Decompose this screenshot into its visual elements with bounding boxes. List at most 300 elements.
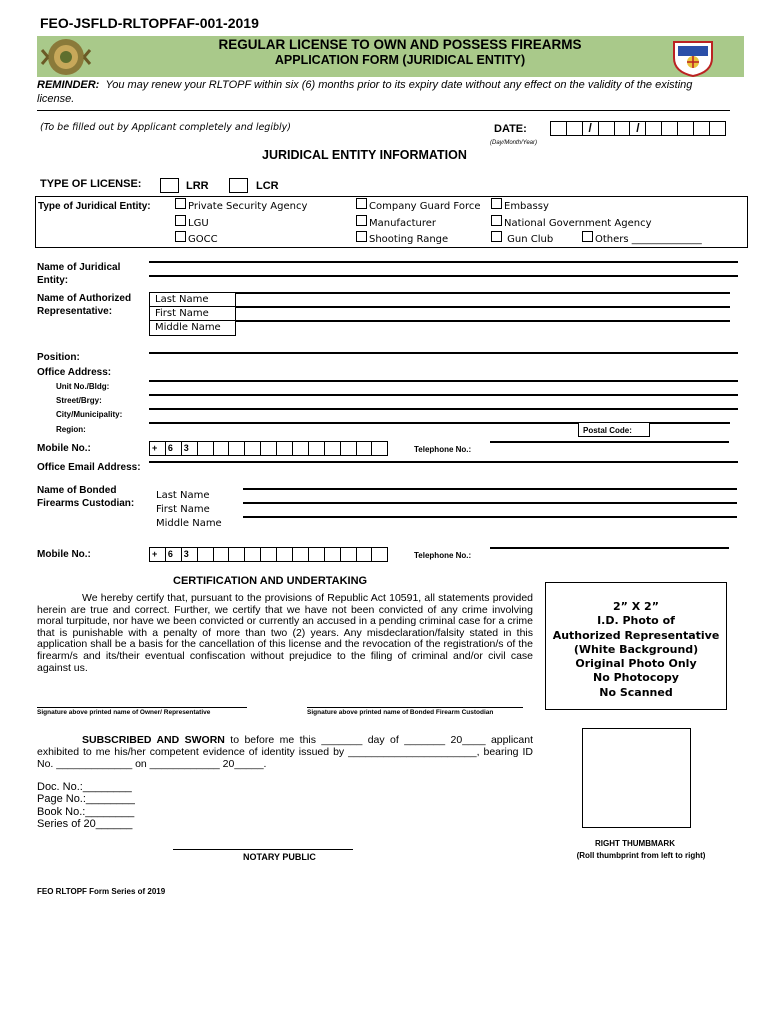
grid-cell[interactable]: [484, 261, 500, 263]
grid-cell[interactable]: [531, 394, 547, 396]
grid-cell[interactable]: [452, 422, 468, 424]
grid-cell[interactable]: [371, 488, 387, 490]
grid-cell[interactable]: [643, 394, 659, 396]
grid-cell[interactable]: [531, 408, 547, 410]
lgu-checkbox[interactable]: [175, 215, 186, 226]
auth-rep-first-name-grid[interactable]: [236, 306, 730, 308]
grid-cell[interactable]: [166, 352, 182, 354]
grid-cell[interactable]: [563, 422, 579, 424]
grid-cell[interactable]: [229, 275, 245, 277]
grid-cell[interactable]: [198, 461, 214, 463]
grid-cell[interactable]: [261, 547, 277, 562]
grid-cell[interactable]: [261, 461, 277, 463]
grid-cell[interactable]: [341, 380, 357, 382]
grid-cell[interactable]: [182, 394, 198, 396]
grid-cell[interactable]: [595, 275, 611, 277]
grid-cell[interactable]: [229, 461, 245, 463]
grid-cell[interactable]: [690, 380, 706, 382]
grid-cell[interactable]: [722, 261, 738, 263]
grid-cell[interactable]: [627, 380, 643, 382]
grid-cell[interactable]: [627, 275, 643, 277]
grid-cell[interactable]: [595, 408, 611, 410]
grid-cell[interactable]: [412, 292, 428, 294]
grid-cell[interactable]: [651, 422, 667, 424]
grid-cell[interactable]: [555, 292, 571, 294]
grid-cell[interactable]: [388, 352, 404, 354]
gun-club-checkbox[interactable]: [491, 231, 502, 242]
grid-cell[interactable]: [595, 461, 611, 463]
postal-grid[interactable]: [650, 422, 730, 424]
grid-cell[interactable]: [666, 547, 682, 549]
grid-cell[interactable]: [253, 292, 269, 294]
grid-cell[interactable]: [339, 488, 355, 490]
grid-cell[interactable]: [451, 516, 467, 518]
grid-cell[interactable]: [659, 261, 675, 263]
grid-cell[interactable]: [412, 320, 428, 322]
grid-cell[interactable]: [514, 502, 530, 504]
grid-cell[interactable]: [404, 380, 420, 382]
grid-cell[interactable]: [182, 408, 198, 410]
grid-cell[interactable]: [475, 306, 491, 308]
grid-cell[interactable]: [277, 441, 293, 456]
grid-cell[interactable]: [500, 422, 516, 424]
grid-cell[interactable]: [475, 320, 491, 322]
grid-cell[interactable]: [547, 261, 563, 263]
grid-cell[interactable]: [507, 306, 523, 308]
grid-cell[interactable]: [182, 422, 198, 424]
grid-cell[interactable]: [229, 441, 245, 456]
custodian-last-name-grid[interactable]: [243, 488, 737, 490]
grid-cell[interactable]: [388, 394, 404, 396]
grid-cell[interactable]: [428, 292, 444, 294]
grid-cell[interactable]: [515, 380, 531, 382]
grid-cell[interactable]: [555, 547, 571, 549]
grid-cell[interactable]: [659, 394, 675, 396]
grid-cell[interactable]: [563, 261, 579, 263]
grid-cell[interactable]: [602, 306, 618, 308]
grid-cell[interactable]: [618, 292, 634, 294]
grid-cell[interactable]: [547, 275, 563, 277]
grid-cell[interactable]: [673, 488, 689, 490]
grid-cell[interactable]: [634, 547, 650, 549]
grid-cell[interactable]: [484, 461, 500, 463]
grid-cell[interactable]: [420, 408, 436, 410]
grid-cell[interactable]: [403, 502, 419, 504]
grid-cell[interactable]: [293, 380, 309, 382]
entity-name-grid-2[interactable]: [149, 275, 738, 277]
grid-cell[interactable]: [722, 352, 738, 354]
grid-cell[interactable]: [698, 441, 714, 443]
grid-cell[interactable]: [244, 516, 260, 518]
grid-cell[interactable]: [699, 422, 715, 424]
grid-cell[interactable]: [261, 380, 277, 382]
grid-cell[interactable]: [713, 547, 729, 549]
grid-cell[interactable]: [357, 547, 373, 562]
grid-cell[interactable]: [674, 380, 690, 382]
grid-cell[interactable]: [214, 352, 230, 354]
grid-cell[interactable]: [323, 488, 339, 490]
grid-cell[interactable]: [468, 275, 484, 277]
grid-cell[interactable]: [245, 394, 261, 396]
grid-cell[interactable]: [721, 502, 737, 504]
grid-cell[interactable]: [507, 320, 523, 322]
grid-cell[interactable]: [673, 502, 689, 504]
grid-cell[interactable]: [261, 352, 277, 354]
date-cell[interactable]: [694, 121, 710, 136]
grid-cell[interactable]: [325, 352, 341, 354]
thumbmark-box[interactable]: [582, 728, 691, 828]
grid-cell[interactable]: [491, 306, 507, 308]
grid-cell[interactable]: [579, 275, 595, 277]
grid-cell[interactable]: [674, 408, 690, 410]
nga-checkbox[interactable]: [491, 215, 502, 226]
grid-cell[interactable]: [277, 394, 293, 396]
grid-cell[interactable]: [546, 502, 562, 504]
grid-cell[interactable]: [641, 502, 657, 504]
grid-cell[interactable]: [627, 352, 643, 354]
grid-cell[interactable]: [682, 441, 698, 443]
grid-cell[interactable]: [666, 320, 682, 322]
grid-cell[interactable]: [578, 488, 594, 490]
grid-cell[interactable]: [531, 380, 547, 382]
grid-cell[interactable]: [229, 422, 245, 424]
grid-cell[interactable]: [627, 261, 643, 263]
grid-cell[interactable]: [339, 502, 355, 504]
grid-cell[interactable]: [498, 502, 514, 504]
grid-cell[interactable]: [372, 261, 388, 263]
grid-cell[interactable]: [341, 547, 357, 562]
grid-cell[interactable]: [468, 408, 484, 410]
grid-cell[interactable]: [451, 488, 467, 490]
grid-cell[interactable]: [641, 516, 657, 518]
grid-cell[interactable]: [698, 306, 714, 308]
grid-cell[interactable]: [546, 488, 562, 490]
grid-cell[interactable]: [237, 292, 253, 294]
grid-cell[interactable]: [277, 408, 293, 410]
grid-cell[interactable]: [348, 292, 364, 294]
grid-cell[interactable]: [514, 488, 530, 490]
grid-cell[interactable]: [229, 408, 245, 410]
grid-cell[interactable]: [309, 394, 325, 396]
email-grid[interactable]: [149, 461, 738, 463]
grid-cell[interactable]: [618, 441, 634, 443]
grid-cell[interactable]: [253, 306, 269, 308]
grid-cell[interactable]: [355, 488, 371, 490]
grid-cell[interactable]: [198, 422, 214, 424]
grid-cell[interactable]: [357, 380, 373, 382]
grid-cell[interactable]: [657, 502, 673, 504]
grid-cell[interactable]: [531, 275, 547, 277]
grid-cell[interactable]: [404, 394, 420, 396]
custodian-signature-line[interactable]: [307, 707, 523, 708]
grid-cell[interactable]: [547, 461, 563, 463]
grid-cell[interactable]: [611, 380, 627, 382]
grid-cell[interactable]: [579, 261, 595, 263]
grid-cell[interactable]: [498, 488, 514, 490]
grid-cell[interactable]: [166, 461, 182, 463]
grid-cell[interactable]: [452, 380, 468, 382]
grid-cell[interactable]: [245, 275, 261, 277]
grid-cell[interactable]: [285, 306, 301, 308]
grid-cell[interactable]: [452, 394, 468, 396]
grid-cell[interactable]: [150, 352, 166, 354]
grid-cell[interactable]: [602, 292, 618, 294]
grid-cell[interactable]: [293, 261, 309, 263]
grid-cell[interactable]: [491, 292, 507, 294]
grid-cell[interactable]: [466, 516, 482, 518]
grid-cell[interactable]: [587, 320, 603, 322]
grid-cell[interactable]: [468, 422, 484, 424]
grid-cell[interactable]: [714, 306, 730, 308]
grid-cell[interactable]: [277, 422, 293, 424]
grid-cell[interactable]: [436, 408, 452, 410]
grid-cell[interactable]: [689, 502, 705, 504]
grid-cell[interactable]: [325, 380, 341, 382]
grid-cell[interactable]: [355, 502, 371, 504]
grid-cell[interactable]: [491, 320, 507, 322]
grid-cell[interactable]: [484, 408, 500, 410]
grid-cell[interactable]: [595, 394, 611, 396]
grid-cell[interactable]: [229, 380, 245, 382]
grid-cell[interactable]: [547, 380, 563, 382]
manufacturer-checkbox[interactable]: [356, 215, 367, 226]
cgf-checkbox[interactable]: [356, 198, 367, 209]
grid-cell[interactable]: [482, 502, 498, 504]
grid-cell[interactable]: [166, 408, 182, 410]
auth-rep-middle-name-grid[interactable]: [236, 320, 730, 322]
grid-cell[interactable]: [182, 275, 198, 277]
grid-cell[interactable]: [260, 502, 276, 504]
grid-cell[interactable]: [357, 261, 373, 263]
grid-cell[interactable]: [634, 292, 650, 294]
grid-cell[interactable]: [722, 461, 738, 463]
grid-cell[interactable]: [500, 461, 516, 463]
lcr-checkbox[interactable]: [229, 178, 248, 193]
grid-cell[interactable]: [491, 547, 507, 549]
grid-cell[interactable]: [531, 422, 547, 424]
grid-cell[interactable]: [611, 275, 627, 277]
grid-cell[interactable]: [380, 292, 396, 294]
grid-cell[interactable]: [277, 261, 293, 263]
grid-cell[interactable]: [388, 461, 404, 463]
grid-cell[interactable]: [325, 461, 341, 463]
grid-cell[interactable]: [706, 352, 722, 354]
grid-cell[interactable]: [325, 547, 341, 562]
grid-cell[interactable]: [396, 292, 412, 294]
grid-cell[interactable]: [229, 261, 245, 263]
grid-cell[interactable]: [293, 408, 309, 410]
grid-cell[interactable]: [388, 422, 404, 424]
grid-cell[interactable]: [690, 394, 706, 396]
grid-cell[interactable]: [705, 516, 721, 518]
grid-cell[interactable]: [364, 320, 380, 322]
grid-cell[interactable]: [673, 516, 689, 518]
grid-cell[interactable]: [539, 547, 555, 549]
grid-cell[interactable]: [380, 320, 396, 322]
grid-cell[interactable]: [555, 441, 571, 443]
grid-cell[interactable]: [357, 461, 373, 463]
grid-cell[interactable]: [435, 488, 451, 490]
grid-cell[interactable]: [627, 408, 643, 410]
grid-cell[interactable]: [309, 422, 325, 424]
grid-cell[interactable]: [659, 275, 675, 277]
grid-cell[interactable]: [595, 352, 611, 354]
grid-cell[interactable]: [659, 352, 675, 354]
grid-cell[interactable]: [587, 306, 603, 308]
grid-cell[interactable]: [309, 261, 325, 263]
grid-cell[interactable]: [515, 352, 531, 354]
grid-cell[interactable]: [364, 292, 380, 294]
grid-cell[interactable]: [261, 275, 277, 277]
grid-cell[interactable]: [166, 380, 182, 382]
grid-cell[interactable]: [659, 408, 675, 410]
grid-cell[interactable]: [515, 422, 531, 424]
grid-cell[interactable]: [634, 441, 650, 443]
grid-cell[interactable]: [436, 422, 452, 424]
grid-cell[interactable]: [515, 461, 531, 463]
grid-cell[interactable]: [325, 408, 341, 410]
grid-cell[interactable]: [387, 516, 403, 518]
notary-signature-line[interactable]: [173, 849, 353, 850]
grid-cell[interactable]: [261, 394, 277, 396]
grid-cell[interactable]: [563, 275, 579, 277]
doc-no-field[interactable]: Doc. No.:________: [37, 781, 132, 793]
grid-cell[interactable]: [515, 261, 531, 263]
grid-cell[interactable]: [682, 292, 698, 294]
city-grid[interactable]: [149, 408, 738, 410]
grid-cell[interactable]: [595, 380, 611, 382]
grid-cell[interactable]: [594, 502, 610, 504]
date-grid[interactable]: [550, 121, 726, 136]
grid-cell[interactable]: [491, 441, 507, 443]
grid-cell[interactable]: [602, 320, 618, 322]
grid-cell[interactable]: [244, 488, 260, 490]
grid-cell[interactable]: [325, 422, 341, 424]
grid-cell[interactable]: [468, 461, 484, 463]
grid-cell[interactable]: [721, 516, 737, 518]
grid-cell[interactable]: [530, 502, 546, 504]
grid-cell[interactable]: [444, 306, 460, 308]
grid-cell[interactable]: [388, 380, 404, 382]
grid-cell[interactable]: [150, 422, 166, 424]
custodian-telephone-grid[interactable]: [490, 547, 729, 549]
grid-cell[interactable]: [459, 320, 475, 322]
grid-cell[interactable]: [689, 488, 705, 490]
grid-cell[interactable]: [515, 394, 531, 396]
grid-cell[interactable]: [594, 488, 610, 490]
grid-cell[interactable]: [198, 380, 214, 382]
date-cell[interactable]: [710, 121, 726, 136]
grid-cell[interactable]: [332, 320, 348, 322]
grid-cell[interactable]: [539, 441, 555, 443]
grid-cell[interactable]: [515, 275, 531, 277]
grid-cell[interactable]: [698, 320, 714, 322]
grid-cell[interactable]: [316, 306, 332, 308]
grid-cell[interactable]: [245, 547, 261, 562]
grid-cell[interactable]: [587, 292, 603, 294]
grid-cell[interactable]: [277, 380, 293, 382]
auth-rep-last-name-grid[interactable]: [236, 292, 730, 294]
grid-cell[interactable]: [309, 547, 325, 562]
grid-cell[interactable]: [245, 441, 261, 456]
grid-cell[interactable]: [562, 516, 578, 518]
grid-cell[interactable]: [578, 502, 594, 504]
grid-cell[interactable]: [714, 292, 730, 294]
telephone-grid[interactable]: [490, 441, 729, 443]
grid-cell[interactable]: [689, 516, 705, 518]
grid-cell[interactable]: [404, 422, 420, 424]
grid-cell[interactable]: [253, 320, 269, 322]
grid-cell[interactable]: [308, 488, 324, 490]
grid-cell[interactable]: [643, 261, 659, 263]
grid-cell[interactable]: [530, 488, 546, 490]
grid-cell[interactable]: [341, 352, 357, 354]
grid-cell[interactable]: [539, 306, 555, 308]
grid-cell[interactable]: [579, 394, 595, 396]
grid-cell[interactable]: [388, 408, 404, 410]
date-cell[interactable]: [551, 121, 567, 136]
grid-cell[interactable]: [277, 461, 293, 463]
grid-cell[interactable]: [166, 261, 182, 263]
grid-cell[interactable]: [292, 502, 308, 504]
grid-cell[interactable]: [325, 441, 341, 456]
grid-cell[interactable]: [214, 461, 230, 463]
grid-cell[interactable]: [666, 292, 682, 294]
date-cell[interactable]: [646, 121, 662, 136]
psa-checkbox[interactable]: [175, 198, 186, 209]
grid-cell[interactable]: [659, 461, 675, 463]
grid-cell[interactable]: [325, 261, 341, 263]
grid-cell[interactable]: [357, 394, 373, 396]
grid-cell[interactable]: [214, 275, 230, 277]
grid-cell[interactable]: [484, 422, 500, 424]
grid-cell[interactable]: [706, 461, 722, 463]
grid-cell[interactable]: [721, 488, 737, 490]
grid-cell[interactable]: [682, 306, 698, 308]
position-grid[interactable]: [149, 352, 738, 354]
grid-cell[interactable]: [260, 516, 276, 518]
grid-cell[interactable]: [706, 275, 722, 277]
grid-cell[interactable]: [214, 261, 230, 263]
entity-name-grid-1[interactable]: [149, 261, 738, 263]
grid-cell[interactable]: [507, 292, 523, 294]
grid-cell[interactable]: [293, 352, 309, 354]
grid-cell[interactable]: [150, 275, 166, 277]
grid-cell[interactable]: [706, 380, 722, 382]
book-no-field[interactable]: Book No.:________: [37, 805, 135, 818]
grid-cell[interactable]: [539, 320, 555, 322]
grid-cell[interactable]: [666, 306, 682, 308]
grid-cell[interactable]: [301, 292, 317, 294]
grid-cell[interactable]: [674, 394, 690, 396]
grid-cell[interactable]: [371, 516, 387, 518]
grid-cell[interactable]: [420, 394, 436, 396]
page-no-field[interactable]: Page No.:________: [37, 793, 135, 806]
grid-cell[interactable]: [316, 320, 332, 322]
grid-cell[interactable]: [459, 306, 475, 308]
grid-cell[interactable]: [571, 292, 587, 294]
grid-cell[interactable]: [371, 502, 387, 504]
grid-cell[interactable]: [546, 516, 562, 518]
grid-cell[interactable]: [643, 275, 659, 277]
grid-cell[interactable]: [214, 408, 230, 410]
grid-cell[interactable]: [277, 352, 293, 354]
date-cell[interactable]: [678, 121, 694, 136]
grid-cell[interactable]: [357, 422, 373, 424]
grid-cell[interactable]: [690, 261, 706, 263]
grid-cell[interactable]: [372, 380, 388, 382]
grid-cell[interactable]: [436, 461, 452, 463]
